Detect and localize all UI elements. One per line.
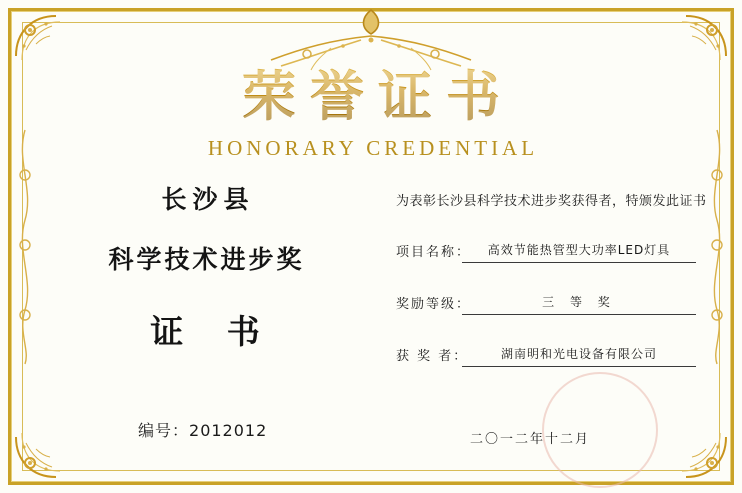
field-recipient	[396, 345, 696, 367]
field-label: 奖励等级：	[396, 297, 472, 312]
issuer-region: 长沙县	[161, 185, 255, 214]
field-project-name	[396, 241, 696, 263]
field-value: 三 等 奖	[542, 295, 616, 309]
field-value-underline	[462, 293, 696, 315]
field-value-underline	[462, 345, 696, 367]
citation-text: 为表彰长沙县科学技术进步奖获得者，特颁发此证书	[396, 194, 707, 209]
page-subtitle: HONORARY CREDENTIAL	[207, 136, 539, 160]
field-value: 高效节能热管型大功率LED灯具	[487, 243, 671, 257]
serial-label: 编号：	[138, 421, 190, 440]
serial-number	[138, 418, 267, 441]
award-details-block	[396, 190, 707, 397]
field-label: 项目名称：	[396, 245, 472, 260]
left-title-block	[60, 180, 350, 363]
field-label: 获 奖 者：	[396, 349, 469, 364]
official-seal	[542, 372, 658, 488]
field-value-underline	[462, 241, 696, 263]
issue-date: 二〇一二年十二月	[470, 432, 591, 447]
field-value: 湖南明和光电设备有限公司	[500, 347, 657, 361]
document-type: 证 书	[150, 312, 276, 351]
page-title: 荣誉证书	[0, 54, 742, 131]
award-name: 科学技术进步奖	[108, 245, 305, 274]
serial-value: 2012012	[189, 421, 268, 440]
field-award-level	[396, 293, 696, 315]
